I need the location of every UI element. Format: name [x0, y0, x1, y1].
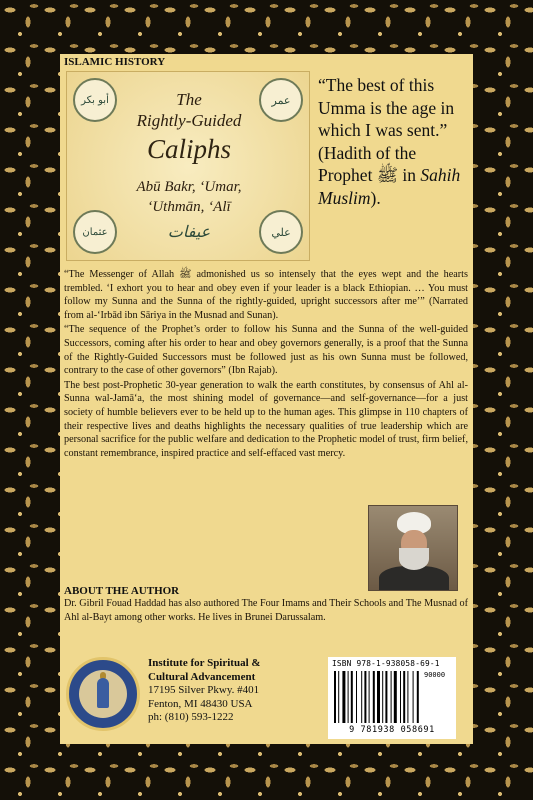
- publisher-info: [148, 657, 261, 725]
- isbn-text: ISBN 978-1-938058-69-1: [332, 659, 440, 668]
- cover-names-line2: ‘Uthmān, ‘Alī: [147, 199, 231, 215]
- paragraph-ibn-rajab: “The sequence of the Prophet’s order to follow his Sunna and the Sunna of the well-guided Successors, coming after his order to hear and obey governors generally, is a proof that the Sunna of the Rightly-Guided Successors must be followed just as his own Sunna must be followed, contrary to the case of other governors” (Ibn Rajab).: [64, 324, 468, 377]
- publisher-address2: Fenton, MI 48430 USA: [148, 697, 253, 710]
- publisher-address1: 17195 Silver Pkwy. #401: [148, 684, 260, 696]
- cover-title-line2: Rightly-Guided: [136, 111, 242, 130]
- description-text: [64, 268, 468, 461]
- medallion-text: عمر: [271, 93, 291, 107]
- barcode: [328, 657, 456, 739]
- author-photo: [368, 505, 458, 591]
- medallion-text: عثمان: [82, 226, 108, 238]
- cover-signature: عيفات: [167, 224, 211, 241]
- hadith-quote: [318, 74, 468, 209]
- price-code: 90000: [424, 671, 446, 679]
- institute-logo: [66, 657, 140, 731]
- paragraph-hadith: “The Messenger of Allah ﷺ admonished us so intensely that the eyes wept and the hearts trembled. ‘I exhort you to hear and obey even if your leader is a black Ethiopian. … You must follow my Sunna and the Sunna of the rightly-guided, upright successors after me’” (Narrated from al-‘Irbād ibn Sāriya in the Musnad and Sunan).: [64, 269, 468, 321]
- publisher-phone: ph: (810) 593-1222: [148, 711, 234, 723]
- medallion-text: علي: [271, 225, 291, 239]
- about-author-heading: ABOUT THE AUTHOR: [64, 585, 180, 597]
- cover-names-line1: Abū Bakr, ‘Umar,: [136, 179, 242, 195]
- cover-thumbnail: [66, 71, 310, 261]
- quote-text: “The best of this Umma is the age in which I was sent.”: [318, 75, 455, 140]
- cover-title-line3: Caliphs: [146, 134, 232, 164]
- paragraph-generation: The best post-Prophetic 30-year generation to walk the earth constitutes, by consensus of Ahl al-Sunna wal-Jamā‘a, the most shining model of governance—and self-governance—for a just society of humble believers ever to be held up to the human ages. This glimpse in 110 chapters of their respective lives and deaths highlights the necessary qualities of true leadership which are personal sacrifice for the public welfare and dedication to the Prophetic model of trust, firm belief, constant remembrance, inspired practice and self-effaced vast mercy.: [64, 379, 468, 459]
- quote-attribution: (Hadith of the Prophet ﷺ in Sahih Muslim).: [318, 142, 461, 208]
- barcode-number: 9 781938 058691: [349, 725, 435, 735]
- medallion-text: أبو بكر: [81, 94, 109, 106]
- about-author-text: Dr. Gibril Fouad Haddad has also authored The Four Imams and Their Schools and The Musnad of Ahl al-Bayt among other works. He lives in Brunei Darussalam.: [64, 598, 468, 623]
- publisher-name-line2: Cultural Advancement: [148, 670, 256, 683]
- series-label: ISLAMIC HISTORY: [64, 56, 166, 68]
- publisher-name-line1: Institute for Spiritual &: [148, 657, 261, 669]
- cover-title-line1: The: [176, 90, 202, 109]
